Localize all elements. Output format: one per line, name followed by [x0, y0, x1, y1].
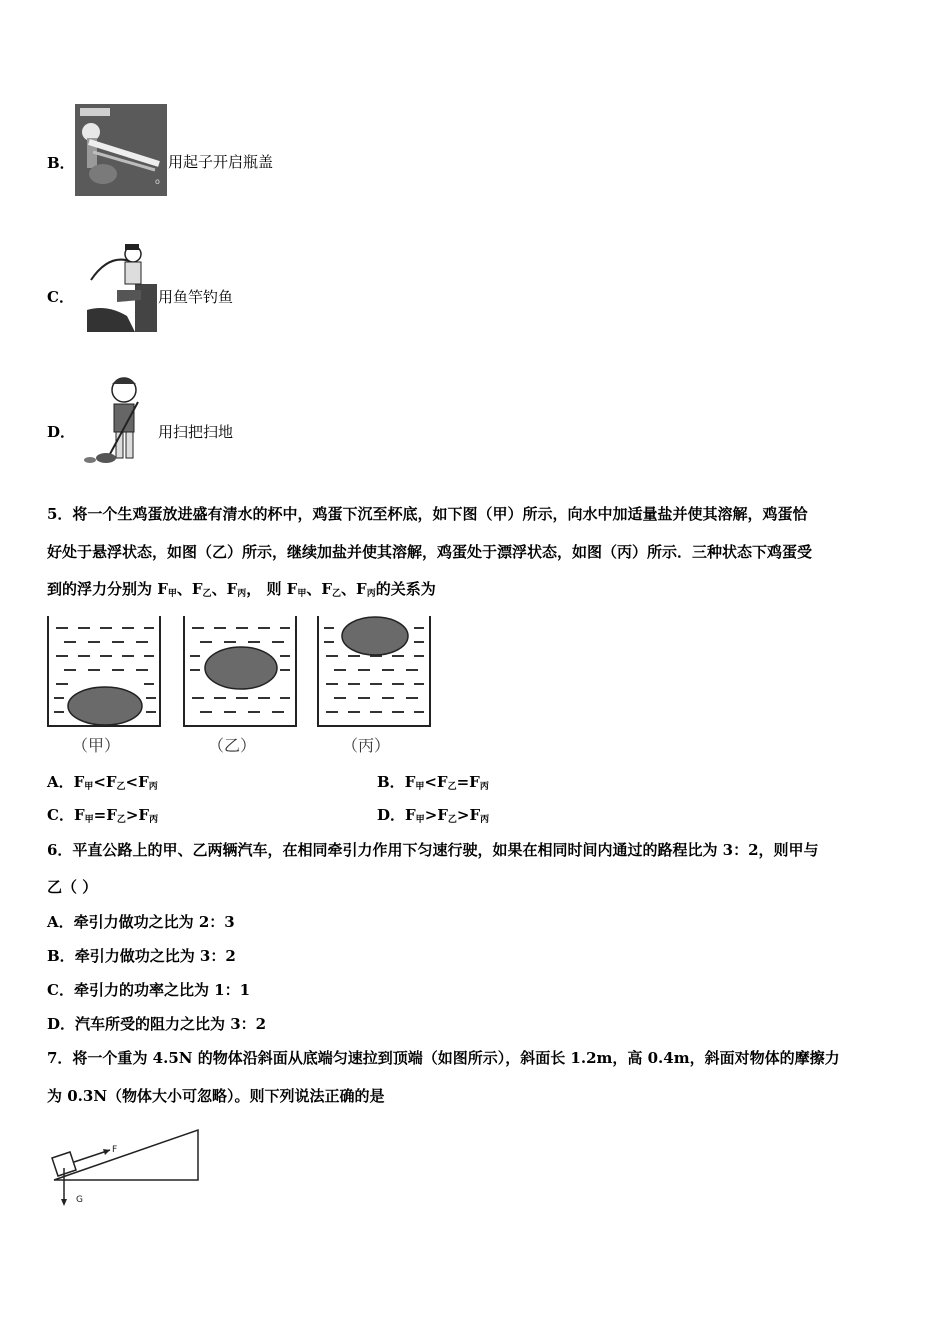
q5-option-a[interactable]: A．$F_甲<F_乙<F_丙$: [47, 773, 158, 792]
cup-label-yi: （乙）: [208, 736, 257, 755]
cup-bing: [318, 616, 430, 726]
option-letter: D．: [47, 423, 76, 441]
q5-line-3: 到的浮力分别为 $F_甲$、$F_乙$、$F_丙$， 则 $F_甲$、$F_乙$、$F_丙$的关系为: [47, 580, 436, 599]
q6-line-2: 乙（ ）: [47, 878, 98, 896]
q6-line-1: 6．平直公路上的甲、乙两辆汽车，在相同牵引力作用下匀速行驶，如果在相同时间内通过的路程比为 3：2，则甲与: [47, 841, 819, 859]
cup-jia: [48, 616, 160, 726]
q6-option-d[interactable]: D．汽车所受的阻力之比为 3：2: [47, 1015, 267, 1033]
option-text: 用鱼竿钓鱼: [158, 288, 234, 306]
q5-option-c[interactable]: C．$F_甲=F_乙>F_丙$: [47, 806, 159, 825]
svg-text:o: o: [155, 177, 160, 186]
q7-line-1: 7．将一个重为 4.5N 的物体沿斜面从底端匀速拉到顶端（如图所示），斜面长 1.2m，高 0.4m，斜面对物体的摩擦力: [47, 1049, 840, 1067]
cup-label-jia: （甲）: [72, 736, 121, 755]
fishing-image: [87, 240, 157, 332]
option-text: 用扫把扫地: [158, 423, 234, 441]
incline-plane: [54, 1130, 198, 1180]
sweeping-image: [80, 374, 152, 466]
q6-option-c[interactable]: C．牵引力的功率之比为 1：1: [47, 981, 251, 999]
q7-line-2: 为 0.3N（物体大小可忽略）。则下列说法正确的是: [47, 1087, 385, 1105]
gravity-label: G: [76, 1195, 83, 1205]
q6-option-b[interactable]: B．牵引力做功之比为 3：2: [47, 947, 236, 965]
q5-line-2: 好处于悬浮状态，如图（乙）所示，继续加盐并使其溶解，鸡蛋处于漂浮状态，如图（丙）所示．三种状态下鸡蛋受: [47, 543, 813, 561]
q5-option-d[interactable]: D．$F_甲>F_乙>F_丙$: [377, 806, 490, 825]
q5-option-b[interactable]: B．$F_甲<F_乙=F_丙$: [377, 773, 489, 792]
bottle-opener-image: [75, 104, 167, 196]
force-label: F: [112, 1145, 118, 1155]
cup-label-bing: （丙）: [342, 736, 391, 755]
option-text: 用起子开启瓶盖: [168, 153, 274, 171]
q5-line-1: 5．将一个生鸡蛋放进盛有清水的杯中，鸡蛋下沉至杯底，如下图（甲）所示，向水中加适量盐并使其溶解，鸡蛋恰: [47, 505, 808, 523]
q6-option-a[interactable]: A．牵引力做功之比为 2：3: [47, 913, 235, 931]
incline-figure: [44, 1124, 204, 1208]
cup-yi: [184, 616, 296, 726]
option-letter: B．: [47, 154, 75, 172]
option-letter: C．: [47, 288, 74, 306]
